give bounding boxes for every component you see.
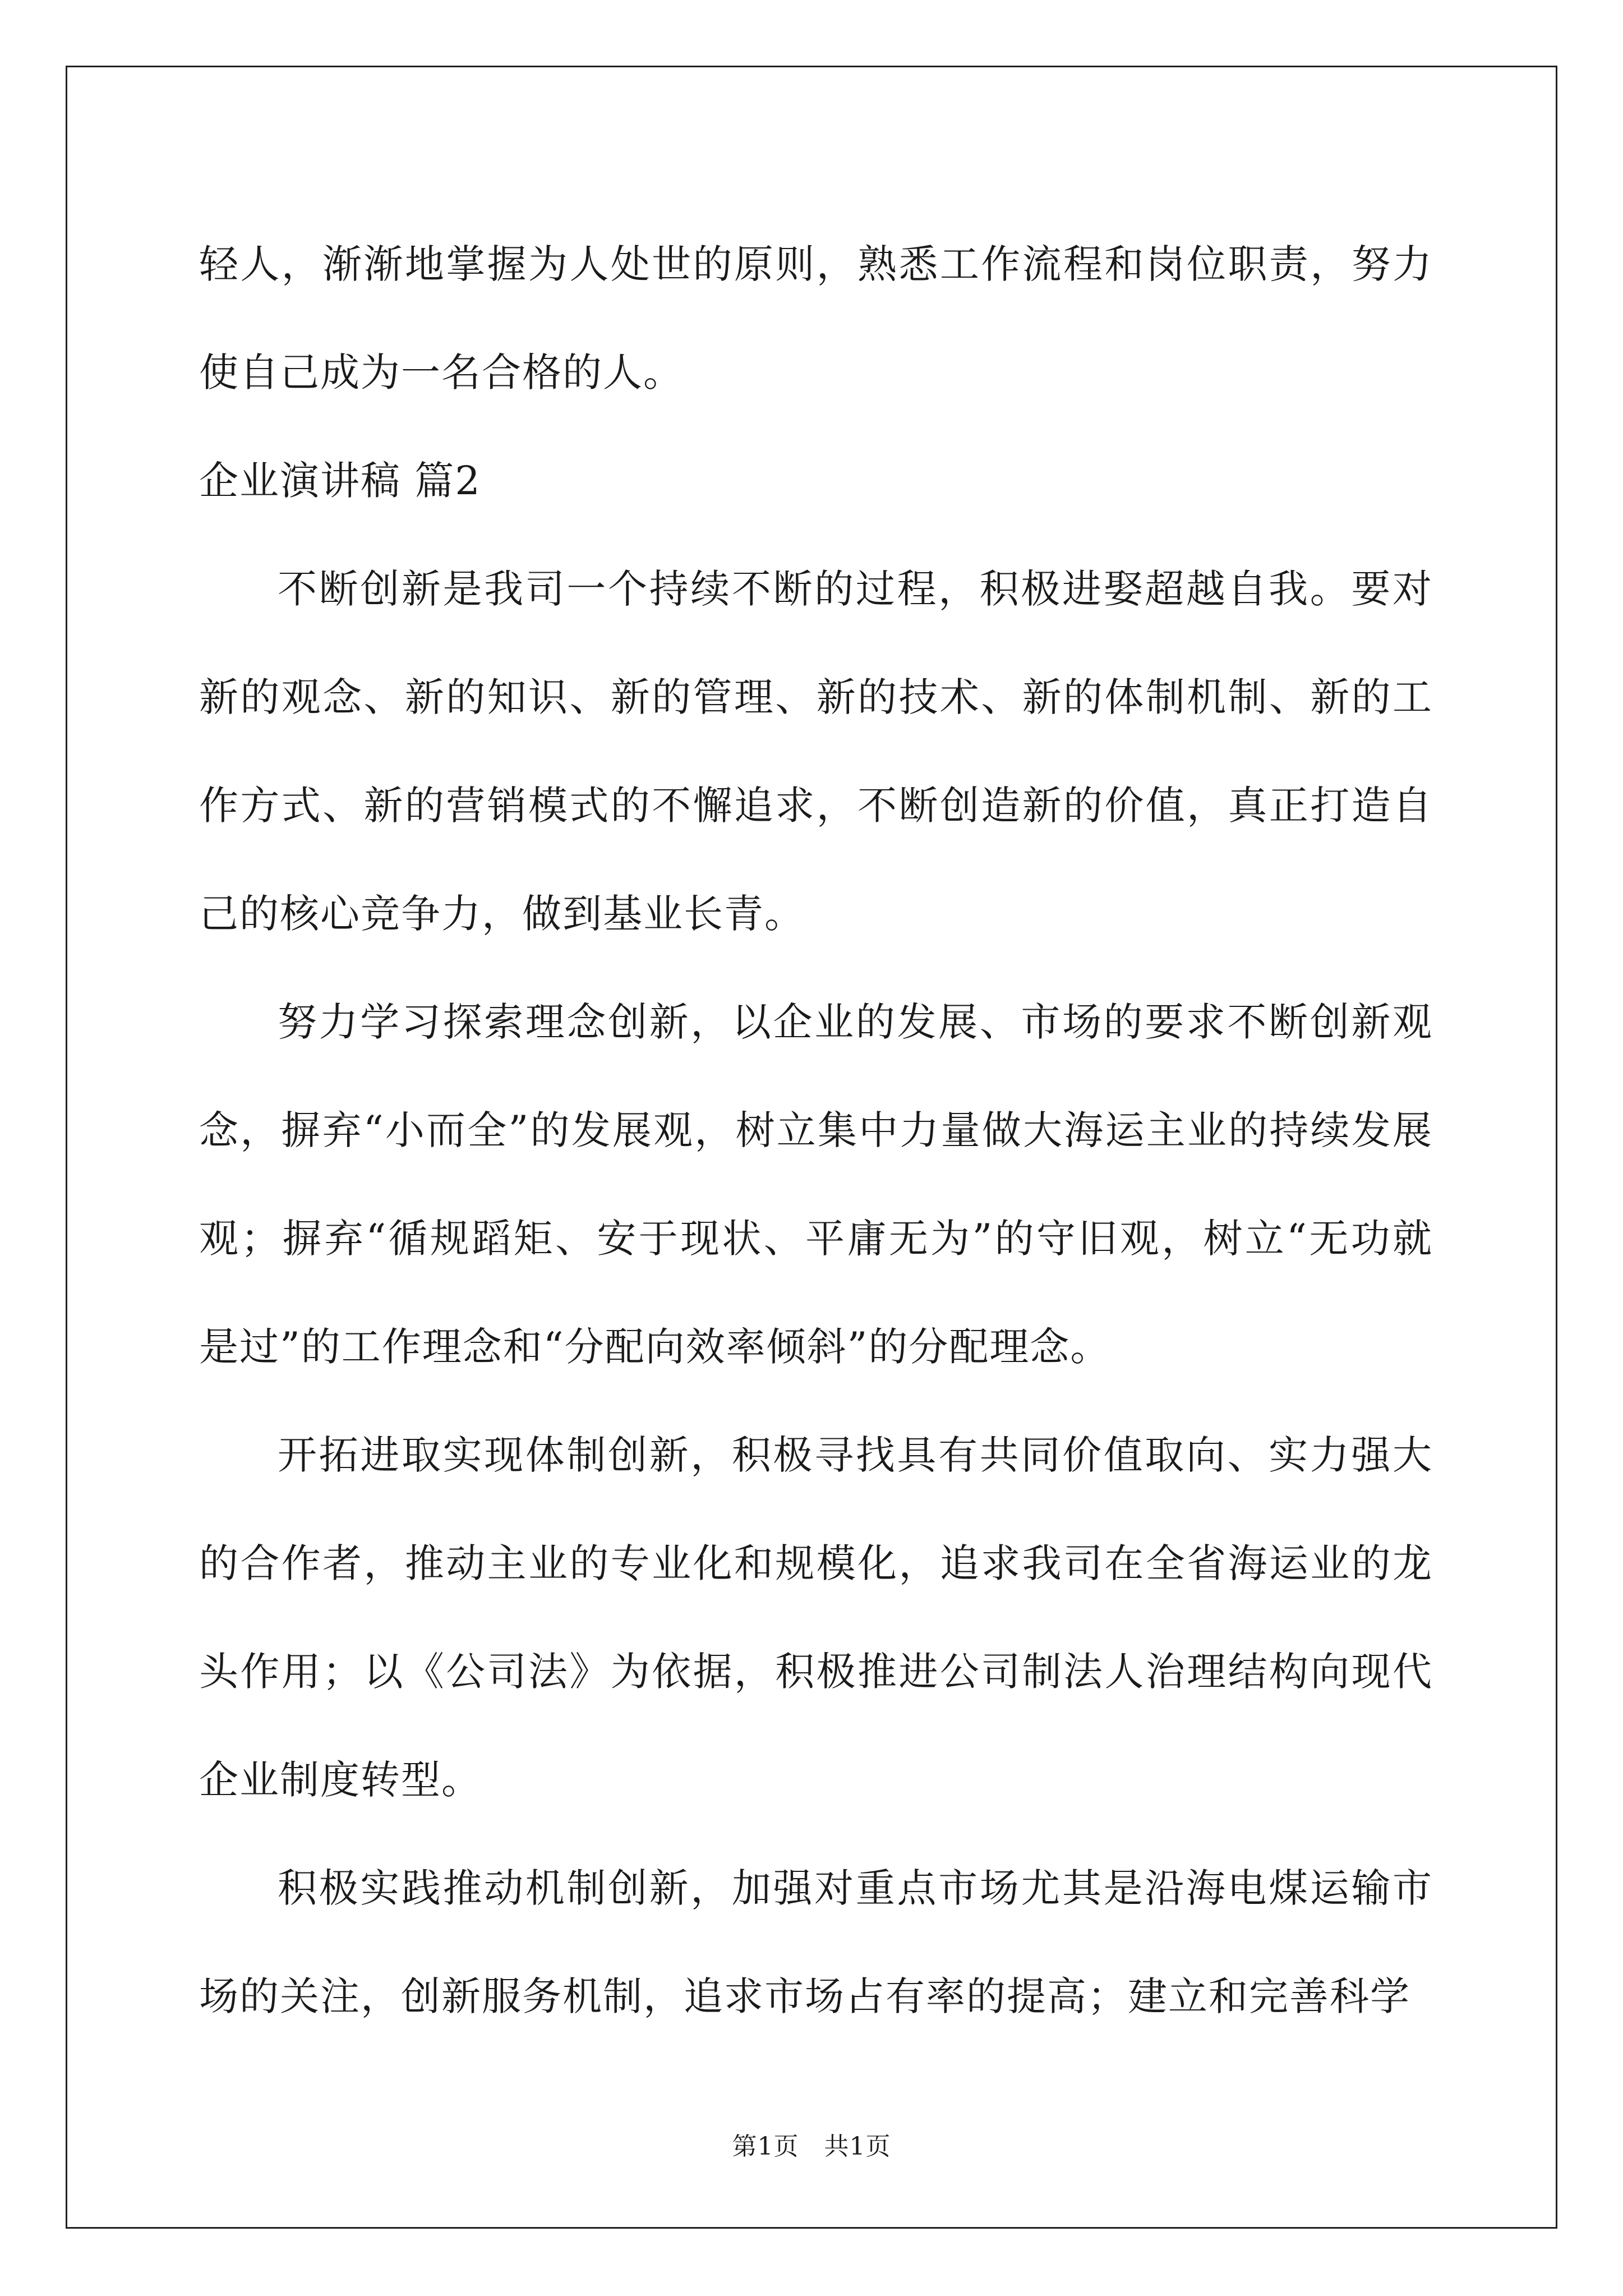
paragraph-concept-innovation: 努力学习探索理念创新，以企业的发展、市场的要求不断创新观念，摒弃“小而全”的发展观，树立集中力量做大海运主业的持续发展观；摒弃“循规蹈矩、安于现状、平庸无为”的守旧观，树立“无功就是过”的工作理念和“分配向效率倾斜”的分配理念。 — [199, 999, 1433, 1370]
section-heading: 企业演讲稿 篇2 — [199, 458, 481, 504]
paragraph-innovation-intro: 不断创新是我司一个持续不断的过程，积极进娶超越自我。要对新的观念、新的知识、新的管理、新的技术、新的体制机制、新的工作方式、新的营销模式的不懈追求，不断创造新的价值，真正打造自己的核心竞争力，做到基业长青。 — [199, 566, 1433, 937]
page-footer — [0, 2126, 1623, 2162]
page-total: 共1页 — [824, 2132, 891, 2161]
paragraph-mechanism-innovation: 积极实践推动机制创新，加强对重点市场尤其是沿海电煤运输市场的关注，创新服务机制，追求市场占有率的提高；建立和完善科学 — [199, 1865, 1433, 2019]
page-number: 第1页 — [732, 2132, 799, 2161]
document-body — [199, 210, 1433, 2051]
paragraph-continuation: 轻人，渐渐地掌握为人处世的原则，熟悉工作流程和岗位职责，努力使自己成为一名合格的人。 — [199, 241, 1433, 395]
paragraph-system-innovation: 开拓进取实现体制创新，积极寻找具有共同价值取向、实力强大的合作者，推动主业的专业化和规模化，追求我司在全省海运业的龙头作用；以《公司法》为依据，积极推进公司制法人治理结构向现代企业制度转型。 — [199, 1432, 1433, 1803]
